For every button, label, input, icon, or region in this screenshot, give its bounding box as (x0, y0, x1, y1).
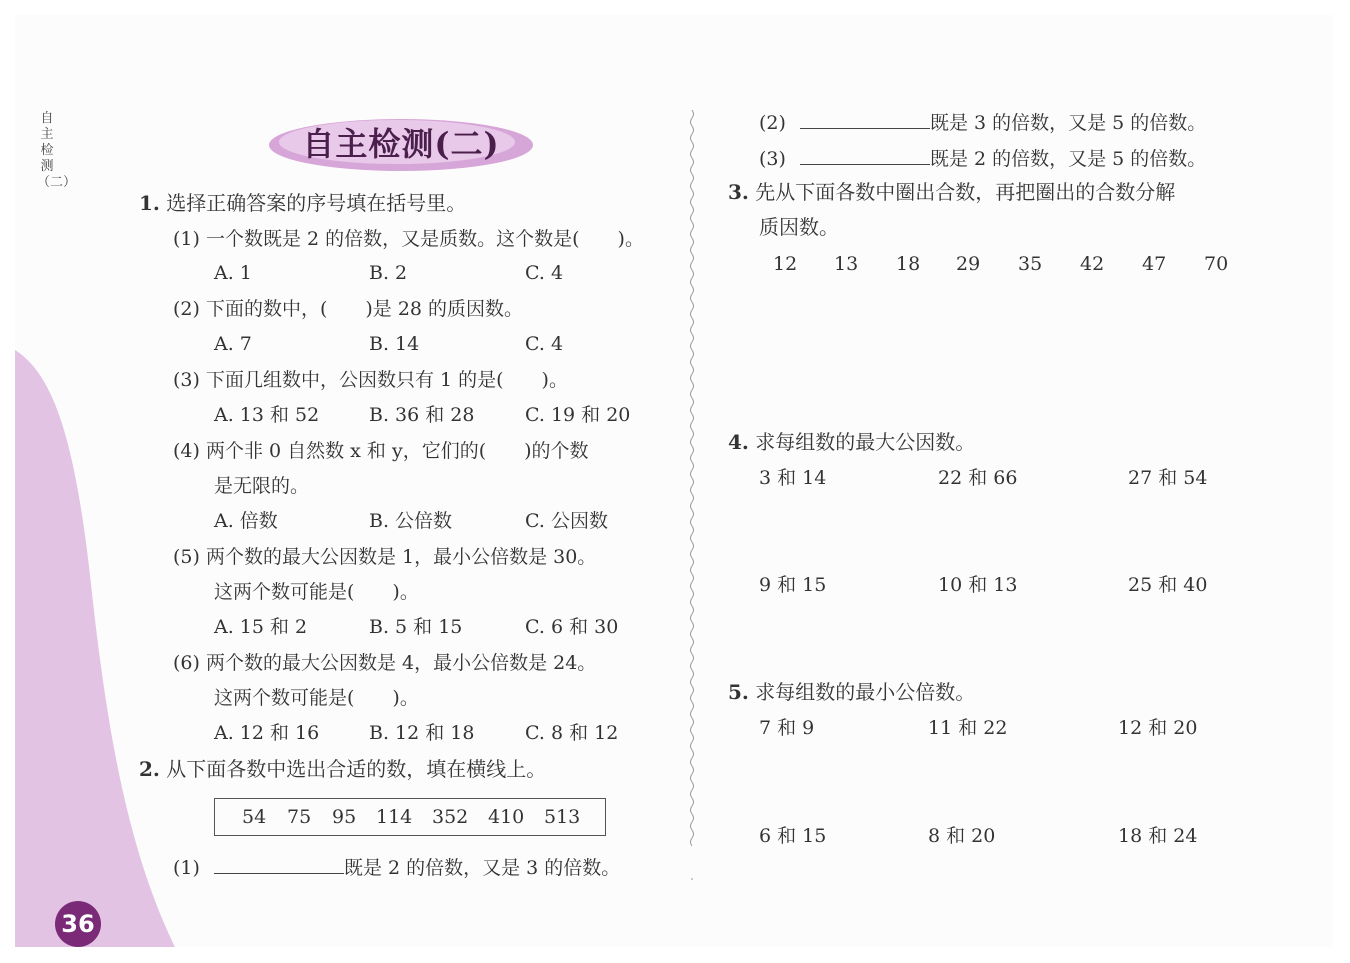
q5-group: 8 和 20 (928, 825, 996, 847)
workbook-page (15, 15, 1333, 947)
answer-blank[interactable] (214, 853, 344, 874)
q1-item-1-option-c[interactable]: C. 4 (525, 262, 564, 284)
q2-blank-3-label: (3) (759, 148, 786, 170)
question-2-text: 从下面各数中选出合适的数，填在横线上。 (166, 757, 547, 781)
question-3-heading (728, 179, 1175, 205)
question-4-number: 4. (728, 430, 749, 454)
question-4-heading (728, 429, 975, 455)
q1-item-2-option-b[interactable]: B. 14 (369, 333, 420, 355)
question-3-number: 3. (728, 180, 749, 204)
q3-number[interactable]: 13 (834, 253, 859, 275)
q5-group: 18 和 24 (1118, 825, 1198, 847)
q1-item-3-stem: (3) 下面几组数中，公因数只有 1 的是( )。 (173, 369, 568, 391)
q5-group: 11 和 22 (928, 717, 1008, 739)
number-box-item: 75 (287, 806, 312, 828)
q1-item-4-option-c[interactable]: C. 公因数 (525, 510, 608, 532)
question-2-heading (139, 756, 546, 782)
q1-item-3-option-a[interactable]: A. 13 和 52 (214, 404, 320, 426)
number-box (214, 798, 606, 836)
q1-item-3-option-c[interactable]: C. 19 和 20 (525, 404, 631, 426)
number-box-item: 352 (432, 806, 469, 828)
question-1-number: 1. (139, 191, 160, 215)
q1-item-2-stem: (2) 下面的数中，( )是 28 的质因数。 (173, 298, 524, 320)
q3-number[interactable]: 70 (1204, 253, 1229, 275)
q4-group: 25 和 40 (1128, 574, 1208, 596)
q1-item-2-option-a[interactable]: A. 7 (214, 333, 252, 355)
q1-item-6-stem-cont: 这两个数可能是( )。 (214, 687, 419, 709)
number-box-item: 114 (376, 806, 413, 828)
question-3-text: 先从下面各数中圈出合数，再把圈出的合数分解 (755, 180, 1176, 204)
q1-item-6-stem: (6) 两个数的最大公因数是 4，最小公倍数是 24。 (173, 652, 597, 674)
q2-blank-1-text: 既是 2 的倍数，又是 3 的倍数。 (343, 857, 621, 879)
question-2-number: 2. (139, 757, 160, 781)
q2-blank-3-text: 既是 2 的倍数，又是 5 的倍数。 (929, 148, 1207, 170)
q1-item-3-option-b[interactable]: B. 36 和 28 (369, 404, 475, 426)
column-divider (687, 110, 697, 880)
q3-number[interactable]: 12 (773, 253, 798, 275)
q5-group: 12 和 20 (1118, 717, 1198, 739)
question-5-heading (728, 679, 975, 705)
number-box-item: 410 (488, 806, 525, 828)
question-1-heading (139, 190, 466, 216)
q1-item-6-option-c[interactable]: C. 8 和 12 (525, 722, 619, 744)
question-5-text: 求每组数的最小公倍数。 (755, 680, 976, 704)
page-number: 36 (55, 901, 101, 947)
q2-blank-1 (173, 853, 620, 881)
q2-blank-2-label: (2) (759, 112, 786, 134)
q2-blank-1-label: (1) (173, 857, 200, 879)
page-title: 自主检测(二) (302, 125, 500, 163)
q1-item-1-stem: (1) 一个数既是 2 的倍数，又是质数。这个数是( )。 (173, 228, 644, 250)
q1-item-1-option-b[interactable]: B. 2 (369, 262, 408, 284)
answer-blank[interactable] (800, 108, 930, 129)
q4-group: 10 和 13 (938, 574, 1018, 596)
question-5-number: 5. (728, 680, 749, 704)
q1-item-6-option-a[interactable]: A. 12 和 16 (214, 722, 320, 744)
number-box-item: 513 (544, 806, 581, 828)
q2-blank-2-text: 既是 3 的倍数，又是 5 的倍数。 (929, 112, 1207, 134)
q1-item-4-option-a[interactable]: A. 倍数 (214, 510, 278, 532)
q1-item-2-option-c[interactable]: C. 4 (525, 333, 564, 355)
question-4-text: 求每组数的最大公因数。 (755, 430, 976, 454)
q3-number[interactable]: 35 (1018, 253, 1043, 275)
q2-blank-3 (759, 144, 1206, 172)
question-1-text: 选择正确答案的序号填在括号里。 (166, 191, 467, 215)
q1-item-4-stem: (4) 两个非 0 自然数 x 和 y，它们的( )的个数 (173, 440, 589, 462)
q1-item-6-option-b[interactable]: B. 12 和 18 (369, 722, 475, 744)
q4-group: 3 和 14 (759, 467, 827, 489)
q4-group: 27 和 54 (1128, 467, 1208, 489)
q5-group: 6 和 15 (759, 825, 827, 847)
q4-group: 9 和 15 (759, 574, 827, 596)
q2-blank-2 (759, 108, 1206, 136)
answer-blank[interactable] (800, 144, 930, 165)
q3-number[interactable]: 47 (1142, 253, 1167, 275)
question-3-text-cont: 质因数。 (759, 215, 839, 239)
q3-number[interactable]: 29 (956, 253, 981, 275)
q1-item-5-stem-cont: 这两个数可能是( )。 (214, 581, 419, 603)
q1-item-5-option-a[interactable]: A. 15 和 2 (214, 616, 308, 638)
number-box-item: 95 (332, 806, 357, 828)
number-box-item: 54 (242, 806, 267, 828)
q1-item-4-option-b[interactable]: B. 公倍数 (369, 510, 453, 532)
q4-group: 22 和 66 (938, 467, 1018, 489)
q3-number[interactable]: 18 (896, 253, 921, 275)
q1-item-4-stem-cont: 是无限的。 (214, 475, 310, 497)
q5-group: 7 和 9 (759, 717, 815, 739)
q1-item-1-option-a[interactable]: A. 1 (214, 262, 252, 284)
side-title: 自主检测（二） (37, 111, 77, 190)
q1-item-5-stem: (5) 两个数的最大公因数是 1，最小公倍数是 30。 (173, 546, 597, 568)
q1-item-5-option-c[interactable]: C. 6 和 30 (525, 616, 619, 638)
q1-item-5-option-b[interactable]: B. 5 和 15 (369, 616, 463, 638)
title-banner (267, 115, 535, 173)
q3-number[interactable]: 42 (1080, 253, 1105, 275)
